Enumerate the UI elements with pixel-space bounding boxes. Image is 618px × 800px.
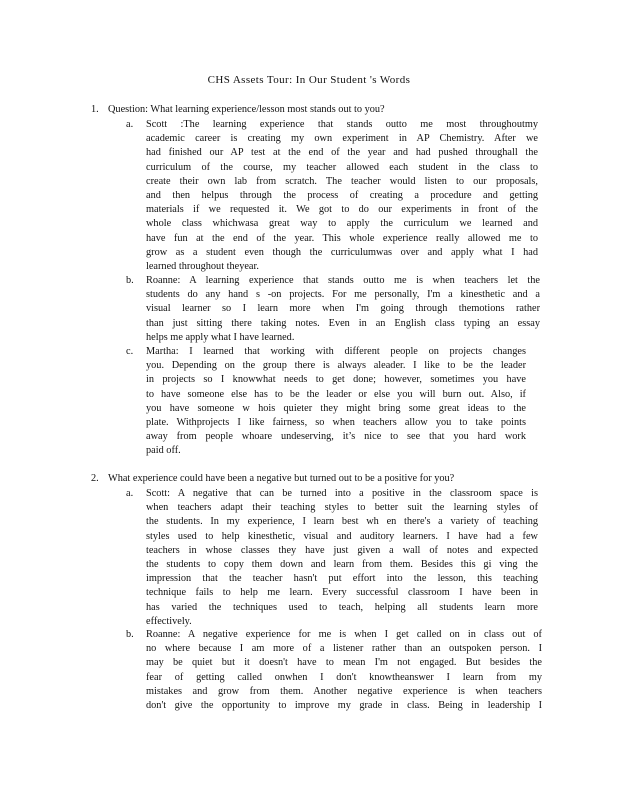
answer-line: grow as a student even though the curriculumwas over and apply what I had bbox=[146, 246, 538, 258]
document-title: CHS Assets Tour: In Our Student 's Words bbox=[207, 74, 411, 86]
answer-body bbox=[146, 487, 538, 629]
answer-line: Scott :The learning experience that stands outto me most throughoutmy bbox=[146, 119, 538, 130]
answer-line: have fun at the end of the year. This whole experience really allowed me to bbox=[146, 232, 538, 244]
answer-body bbox=[146, 118, 538, 274]
answer-line: away from people whoare undeserving, it’s nice to see that you hard work bbox=[146, 431, 526, 443]
answer-line: materials if we requested it. We got to do our experiments in front of the bbox=[146, 204, 538, 216]
answer-line: may be quiet but it doesn't have to mean I'm not engaged. But besides the bbox=[146, 657, 542, 669]
answer-line: mistakes and grow from them. Another negative experience is when teachers bbox=[146, 685, 542, 697]
answer-line: curriculum of the course, my teacher allowed each student in the class to bbox=[146, 161, 538, 173]
answer-line: you have someone w hois quieter they might bring some great ideas to the bbox=[146, 402, 526, 414]
answer-line: students do any hand s -on projects. For me personally, I'm a kinesthetic and a bbox=[146, 289, 540, 301]
answer-line: paid off. bbox=[146, 445, 181, 457]
answer-line: has varied the techniques used to teach, helping all students learn more bbox=[146, 601, 538, 613]
answer-line: visual learner so I learn more when I'm going through themotions rather bbox=[146, 303, 540, 315]
answer-line: when teachers adapt their teaching styles to better suit the learning styles of bbox=[146, 502, 538, 514]
answer-line: fear of getting called onwhen I don't knowtheanswer I learn from my bbox=[146, 671, 542, 683]
answer-line: Scott: A negative that can be turned into a positive in the classroom space is bbox=[146, 488, 538, 499]
answer-letter: a. bbox=[126, 119, 134, 130]
answer-line: helps me apply what I have learned. bbox=[146, 331, 295, 343]
answer-line: than just sitting there taking notes. Even in an English class typing an essay bbox=[146, 317, 540, 329]
answer-line: to have someone else has to be the leader or else you will burn out. Also, if bbox=[146, 388, 526, 400]
answer-line: had finished our AP test at the end of the year and had pushed throughall the bbox=[146, 147, 538, 159]
answer-line: you. Depending on the group there is always aleader. I like to be the leader bbox=[146, 360, 526, 372]
answer-body bbox=[146, 345, 526, 459]
answer-line: the students to copy them down and learn from them. Besides this gi ving the bbox=[146, 558, 538, 570]
answer-line: in projects so I knowwhat needs to get done; however, sometimes you have bbox=[146, 374, 526, 386]
answer-line: Roanne: A learning experience that stands outto me is when teachers let the bbox=[146, 275, 540, 286]
answer-line: learned throughout theyear. bbox=[146, 260, 259, 272]
answer-letter: b. bbox=[126, 629, 134, 640]
answer-line: academic career is creating my own experiment in AP Chemistry. After we bbox=[146, 133, 538, 145]
answer-letter: c. bbox=[126, 346, 134, 357]
answer-line: and then helpus through the process of creating a procedure and getting bbox=[146, 189, 538, 201]
answer-body bbox=[146, 628, 542, 713]
answer-line: create their own lab from scratch. The teacher would listen to our proposals, bbox=[146, 175, 538, 187]
answer-line: Martha: I learned that working with different people on projects changes bbox=[146, 346, 526, 357]
question-text: What experience could have been a negative but turned out to be a positive for you? bbox=[108, 473, 455, 484]
answer-line: the students. In my experience, I learn best wh en there's a variety of teaching bbox=[146, 516, 538, 528]
answer-letter: a. bbox=[126, 488, 134, 499]
answer-line: technique fails to help me learn. Every successful classroom I have been in bbox=[146, 587, 538, 599]
answer-line: Roanne: A negative experience for me is when I get called on in class out of bbox=[146, 629, 542, 640]
answer-line: styles used to help kinesthetic, visual and auditory learners. I have had a few bbox=[146, 530, 538, 542]
answer-letter: b. bbox=[126, 275, 134, 286]
answer-line: plate. Withprojects I like fairness, so when teachers allow you to take points bbox=[146, 416, 526, 428]
question-text: Question: What learning experience/lesson most stands out to you? bbox=[108, 104, 385, 115]
question-number: 2. bbox=[91, 473, 99, 484]
answer-line: whole class whichwasa great way to apply the curriculum we learned and bbox=[146, 218, 538, 230]
answer-line: impression that the teacher hasn't put effort into the lesson, this teaching bbox=[146, 573, 538, 585]
answer-line: no where because I am more of a listener rather than an outspoken person. I bbox=[146, 643, 542, 655]
answer-body bbox=[146, 274, 540, 345]
question-number: 1. bbox=[91, 104, 99, 115]
answer-line: effectively. bbox=[146, 615, 192, 627]
answer-line: teachers in whose classes they have just given a wall of notes and expected bbox=[146, 544, 538, 556]
answer-line: don't give the opportunity to improve my grade in class. Being in leadership I bbox=[146, 699, 542, 711]
